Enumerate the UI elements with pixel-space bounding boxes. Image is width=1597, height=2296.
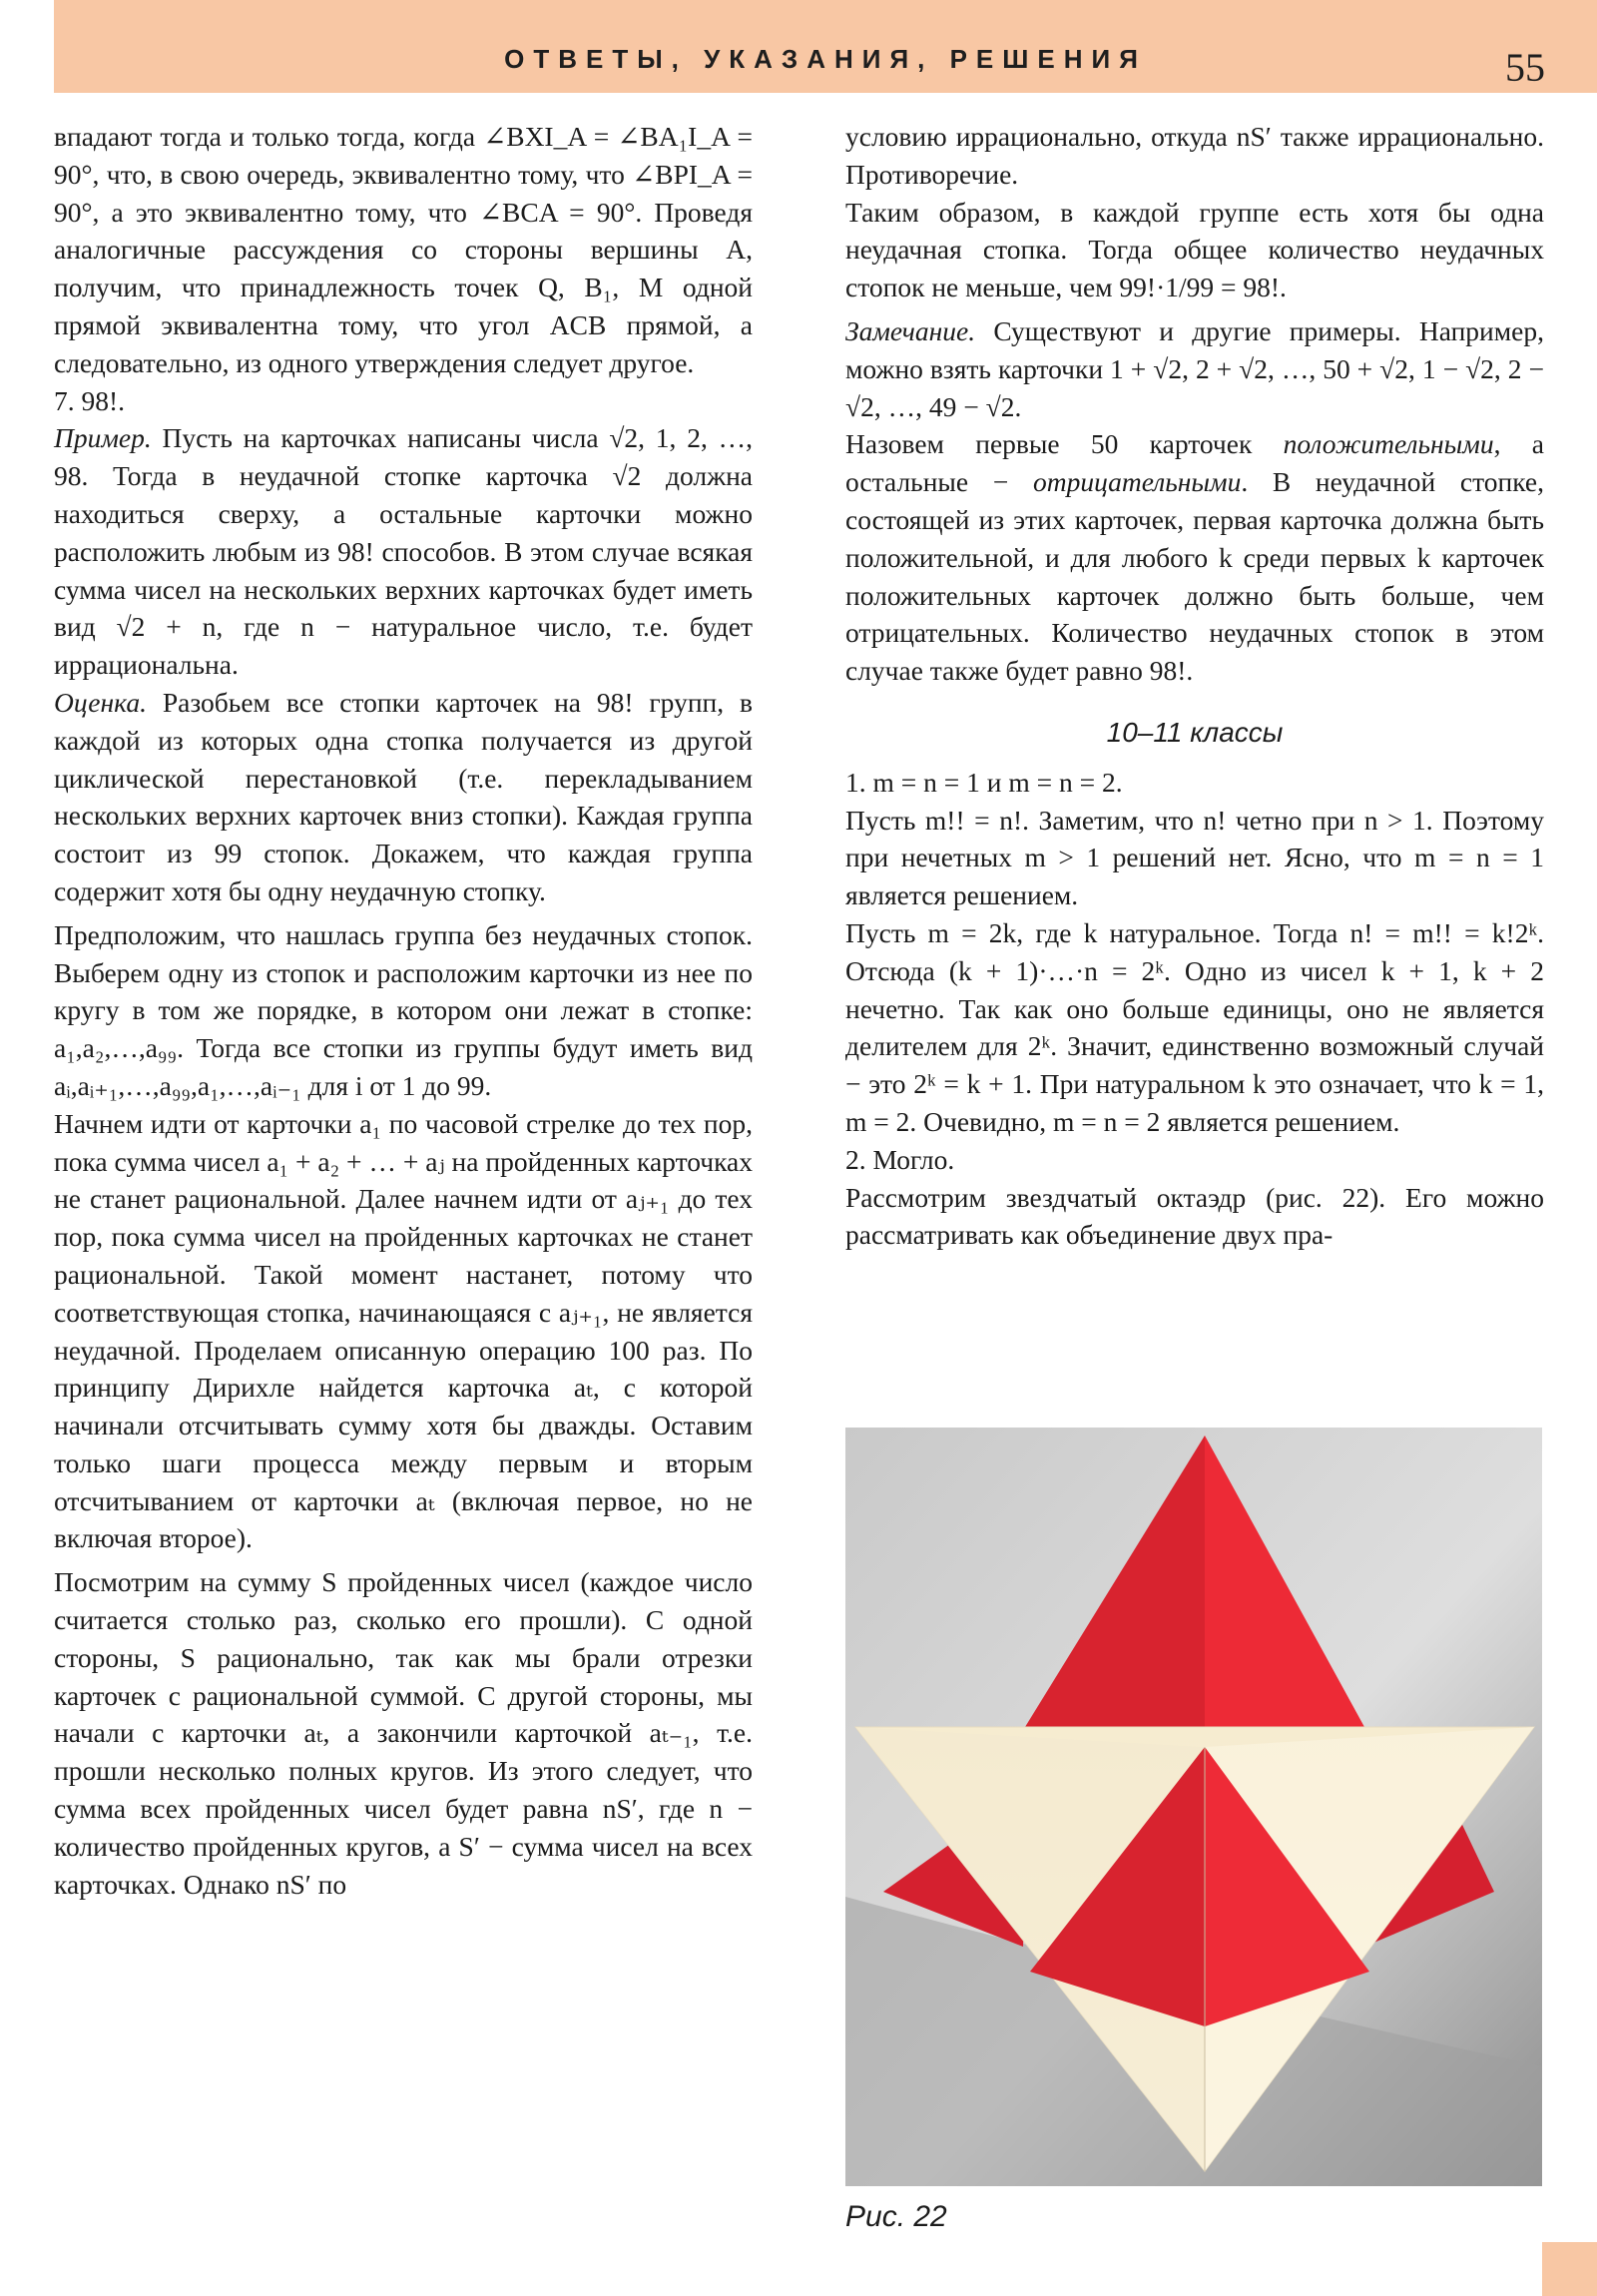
corner-tab <box>1542 2242 1597 2296</box>
estimate-label: Оценка. <box>54 686 147 718</box>
stellated-octahedron-figure <box>845 1428 1542 2186</box>
page-header <box>54 0 1597 93</box>
paragraph-remark <box>845 312 1544 425</box>
paragraph-assume: Предположим, что нашлась группа без неудачных стопок. Выберем одну из стопок и расположим карточки из нее по кругу в том же порядке, в котором они лежат в стопке: a₁,a₂,…,a₉₉. Тогда все стопки из группы будут иметь вид aᵢ,aᵢ₊₁,…,a₉₉,a₁,…,aᵢ₋₁ для i от 1 до 99. <box>54 918 753 1101</box>
header-title: ОТВЕТЫ, УКАЗАНИЯ, РЕШЕНИЯ <box>504 44 1147 74</box>
left-column <box>54 118 753 1903</box>
naming-text-a: Назовем первые 50 карточек <box>845 428 1253 460</box>
answer-7: 7. 98!. <box>54 384 126 416</box>
naming-text-c: . В неудачной стопке, состоящей из этих карточек, первая карточка должна быть положительной, и для любого k среди первых k карточек положительных карточек должно быть больше, чем отрицательных. Количество неудачных стопок в этом случае также будет равно 98!. <box>845 466 1545 687</box>
paragraph-naming <box>845 425 1544 690</box>
paragraph-octahedron: Рассмотрим звездчатый октаэдр (рис. 22). Его можно рассматривать как объединение двух пра- <box>845 1181 1544 1251</box>
paragraph-continuation: условию иррационально, откуда nS′ также иррационально. Противоречие. <box>845 121 1544 190</box>
paragraph-start: Начнем идти от карточки a₁ по часовой стрелке до тех пор, пока сумма чисел a₁ + a₂ + … + aⱼ на пройденных карточках не станет рациональной. Далее начнем идти от aⱼ₊₁ до тех пор, пока сумма чисел на пройденных карточках не станет рациональной. Такой момент настанет, потому что соответствующая стопка, начинающаяся с aⱼ₊₁, не является неудачной. Проделаем описанную операцию 100 раз. По принципу Дирихле найдется карточка aₜ, с которой начинали отсчитывать сумму хотя бы дважды. Оставим только шаги процесса между первым и вторым отсчитыванием от карточки aₜ (включая первое, но не включая второе). <box>54 1107 753 1554</box>
estimate-text: Разобьем все стопки карточек на 98! групп, в каждой из которых одна стопка получается из другой циклической перестановкой (т.е. перекладыванием нескольких верхних карточек вниз стопки). Каждая группа состоит из 99 стопок. Докажем, что каждая группа содержит хотя бы одну неудачную стопку. <box>54 686 753 906</box>
paragraph-estimate <box>54 684 753 910</box>
remark-text: Существуют и другие примеры. Например, можно взять карточки 1 + √2, 2 + √2, …, 50 + √2, 1 − √2, 2 − √2, …, 49 − √2. <box>845 314 1544 422</box>
term-negative: отрицательными <box>1032 466 1242 498</box>
naming-text-b: , а остальные − <box>845 428 1544 498</box>
figure-caption: Рис. 22 <box>845 2200 947 2233</box>
section-heading: 10–11 классы <box>1106 716 1284 748</box>
answer-2: 2. Могло. <box>845 1143 955 1175</box>
paragraph-m-even: Пусть m = 2k, где k натуральное. Тогда n! = m!! = k!2ᵏ. Отсюда (k + 1)·…·n = 2ᵏ. Одно из чисел k + 1, k + 2 нечетно. Так как оно больше единицы, оно не является делителем для 2ᵏ. Значит, единственно возможный случай − это 2ᵏ = k + 1. При натуральном k это означает, что k = 1, m = 2. Очевидно, m = n = 2 является решением. <box>845 916 1544 1137</box>
paragraph-thus: Таким образом, в каждой группе есть хотя бы одна неудачная стопка. Тогда общее количество неудачных стопок не меньше, чем 99!·1/99 = 98!. <box>845 196 1544 303</box>
paragraph-m-odd: Пусть m!! = n!. Заметим, что n! четно при n > 1. Поэтому при нечетных m > 1 решений нет. Ясно, что m = n = 1 является решением. <box>845 804 1544 911</box>
example-text: Пусть на карточках написаны числа √2, 1, 2, …, 98. Тогда в неудачной стопке карточка √2 должна находиться сверху, а остальные карточки можно расположить любым из 98! способов. В этом случае всякая сумма чисел на нескольких верхних карточках будет иметь вид √2 + n, где n − натуральное число, т.е. будет иррациональна. <box>54 422 753 681</box>
paragraph-sum: Посмотрим на сумму S пройденных чисел (каждое число считается столько раз, сколько его прошли). С одной стороны, S рационально, так как мы брали отрезки карточек с рациональной суммой. С другой стороны, мы начали с карточки aₜ, а закончили карточкой aₜ₋₁, т.е. прошли несколько полных кругов. Из этого следует, что сумма всех пройденных чисел будет равна nS′, где n − количество пройденных кругов, а S′ − сумма чисел на всех карточках. Однако nS′ по <box>54 1566 753 1900</box>
example-label: Пример. <box>54 422 152 454</box>
term-positive: положительными <box>1283 428 1494 460</box>
paragraph-example <box>54 419 753 684</box>
page-number: 55 <box>1505 45 1545 90</box>
remark-label: Замечание. <box>845 314 976 346</box>
paragraph-criterion: впадают тогда и только тогда, когда ∠BXI_A = ∠BA₁I_A = 90°, что, в свою очередь, эквивалентно тому, что ∠BPI_A = 90°, а это эквивалентно тому, что ∠BCA = 90°. Проведя аналогичные рассуждения со стороны вершины A, получим, что принадлежность точек Q, B₁, M одной прямой эквивалентна тому, что угол ACB прямой, а следовательно, из одного утверждения следует другое. <box>54 121 753 378</box>
right-column <box>845 118 1544 1254</box>
answer-1: 1. m = n = 1 и m = n = 2. <box>845 766 1123 798</box>
